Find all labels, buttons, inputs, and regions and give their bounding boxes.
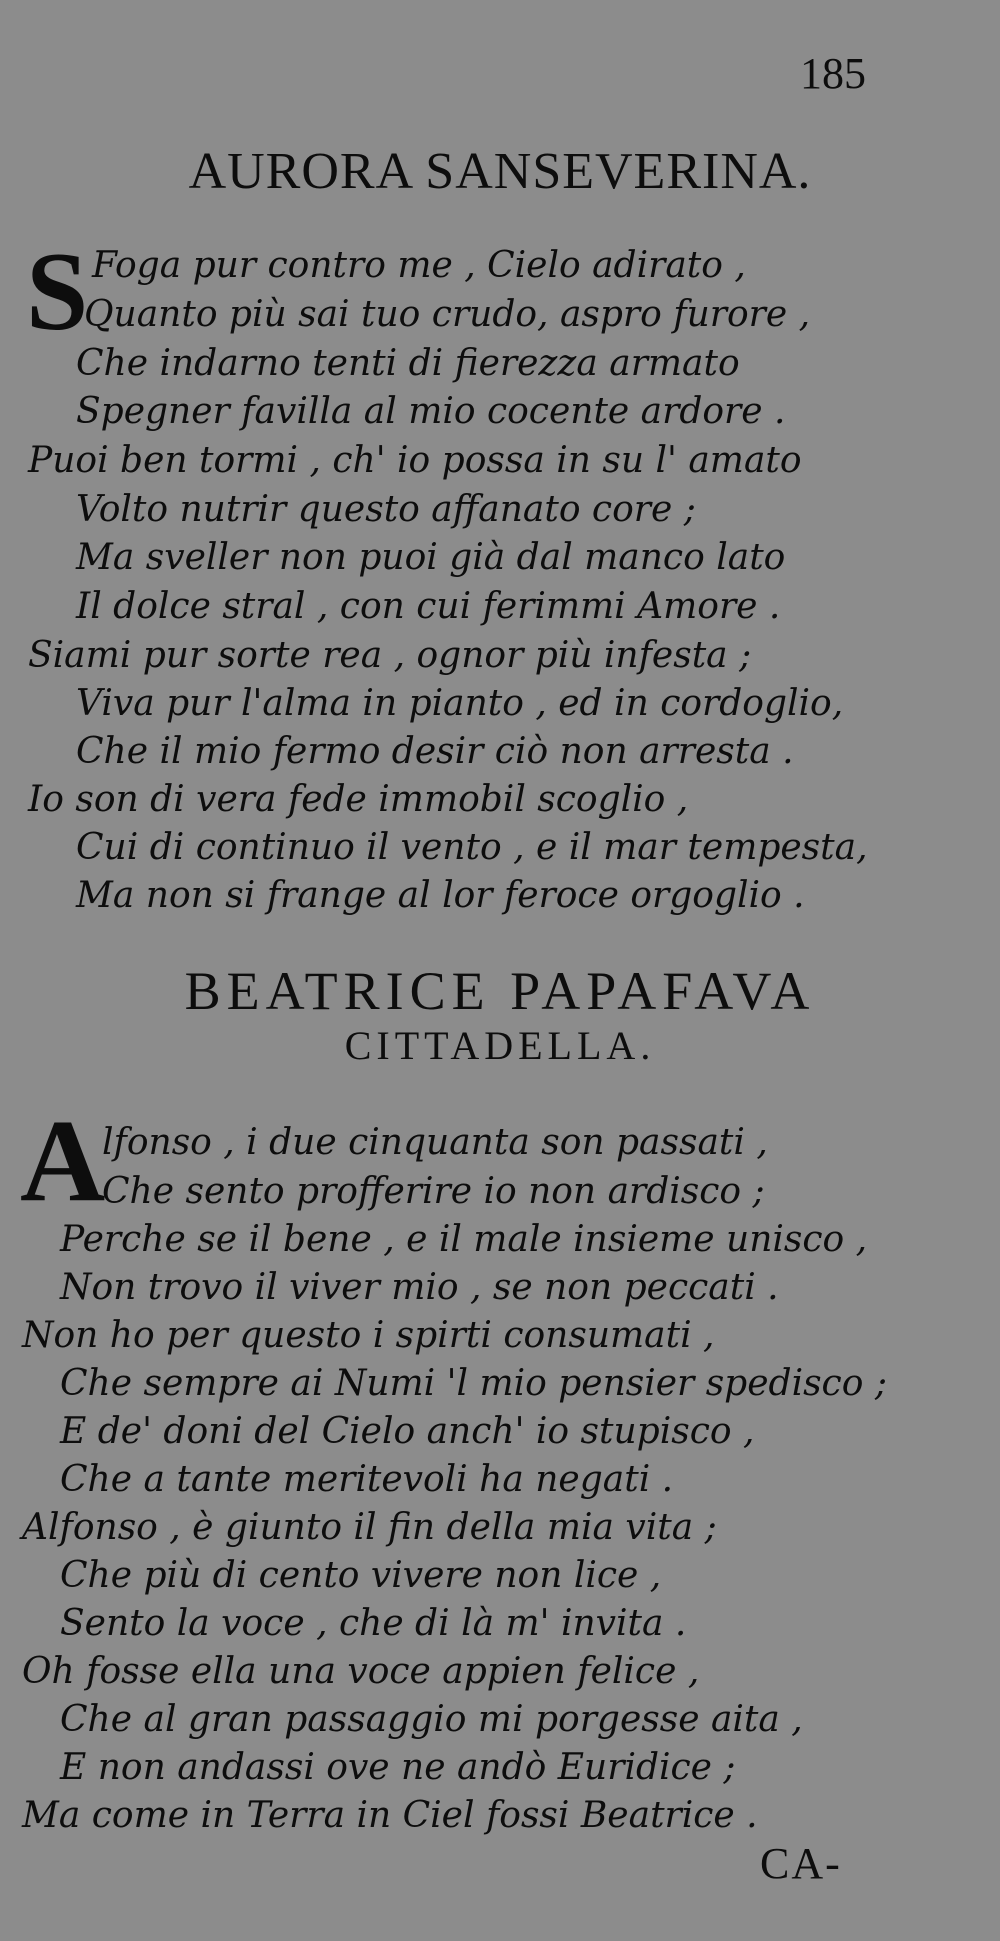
poem-2-title: BEATRICE PAPAFAVA [184, 961, 816, 1021]
verse-line: Spegner favilla al mio cocente ardore . [76, 391, 786, 432]
verse-line: E non andassi ove ne andò Euridice ; [60, 1747, 736, 1788]
verse-line: Che al gran passaggio mi porgesse aita , [60, 1699, 803, 1740]
verse-line: Oh fosse ella una voce appien felice , [22, 1651, 700, 1692]
verse-line: Perche se il bene , e il male insieme unisco , [60, 1219, 868, 1260]
verse-line: Puoi ben tormi , ch' io possa in su l' amato [28, 440, 802, 481]
verse-line: Sento la voce , che di là m' invita . [60, 1603, 687, 1644]
verse-line: Volto nutrir questo affanato core ; [76, 489, 696, 530]
drop-cap: S [26, 230, 89, 354]
verse-line: Il dolce stral , con cui ferimmi Amore . [76, 586, 781, 627]
verse-line: Io son di vera fede immobil scoglio , [28, 779, 689, 820]
verse-line: Che a tante meritevoli ha negati . [60, 1459, 674, 1500]
drop-cap: A [20, 1095, 106, 1226]
verse-line: Che più di cento vivere non lice , [60, 1555, 662, 1596]
verse-line: Ma come in Terra in Ciel fossi Beatrice . [22, 1795, 758, 1836]
verse-line: Non ho per questo i spirti consumati , [22, 1315, 715, 1356]
page-number: 185 [800, 49, 866, 98]
verse-line: Non trovo il viver mio , se non peccati . [60, 1267, 779, 1308]
verse-line: Ma non si frange al lor feroce orgoglio . [76, 875, 805, 916]
verse-line: Siami pur sorte rea , ognor più infesta ; [28, 635, 752, 676]
verse-line: Quanto più sai tuo crudo, aspro furore , [84, 294, 811, 335]
verse-line: E de' doni del Cielo anch' io stupisco , [60, 1411, 755, 1452]
verse-line: lfonso , i due cinquanta son passati , [102, 1122, 768, 1163]
verse-line: Foga pur contro me , Cielo adirato , [92, 245, 746, 286]
verse-line: Alfonso , è giunto il fin della mia vita ; [22, 1507, 717, 1548]
verse-line: Ma sveller non puoi già dal manco lato [76, 537, 786, 578]
verse-line: Che il mio fermo desir ciò non arresta . [76, 731, 794, 772]
verse-line: Che sempre ai Numi 'l mio pensier spedisco ; [60, 1363, 887, 1404]
verse-line: Viva pur l'alma in pianto , ed in cordoglio, [76, 683, 844, 724]
verse-line: Cui di continuo il vento , e il mar tempesta, [76, 827, 868, 868]
poem-1-title: AURORA SANSEVERINA. [188, 143, 812, 200]
catchword: CA- [760, 1839, 842, 1888]
poem-2-subtitle: CITTADELLA. [344, 1023, 656, 1068]
verse-line: Che sento profferire io non ardisco ; [102, 1171, 765, 1212]
verse-line: Che indarno tenti di fierezza armato [76, 343, 740, 384]
